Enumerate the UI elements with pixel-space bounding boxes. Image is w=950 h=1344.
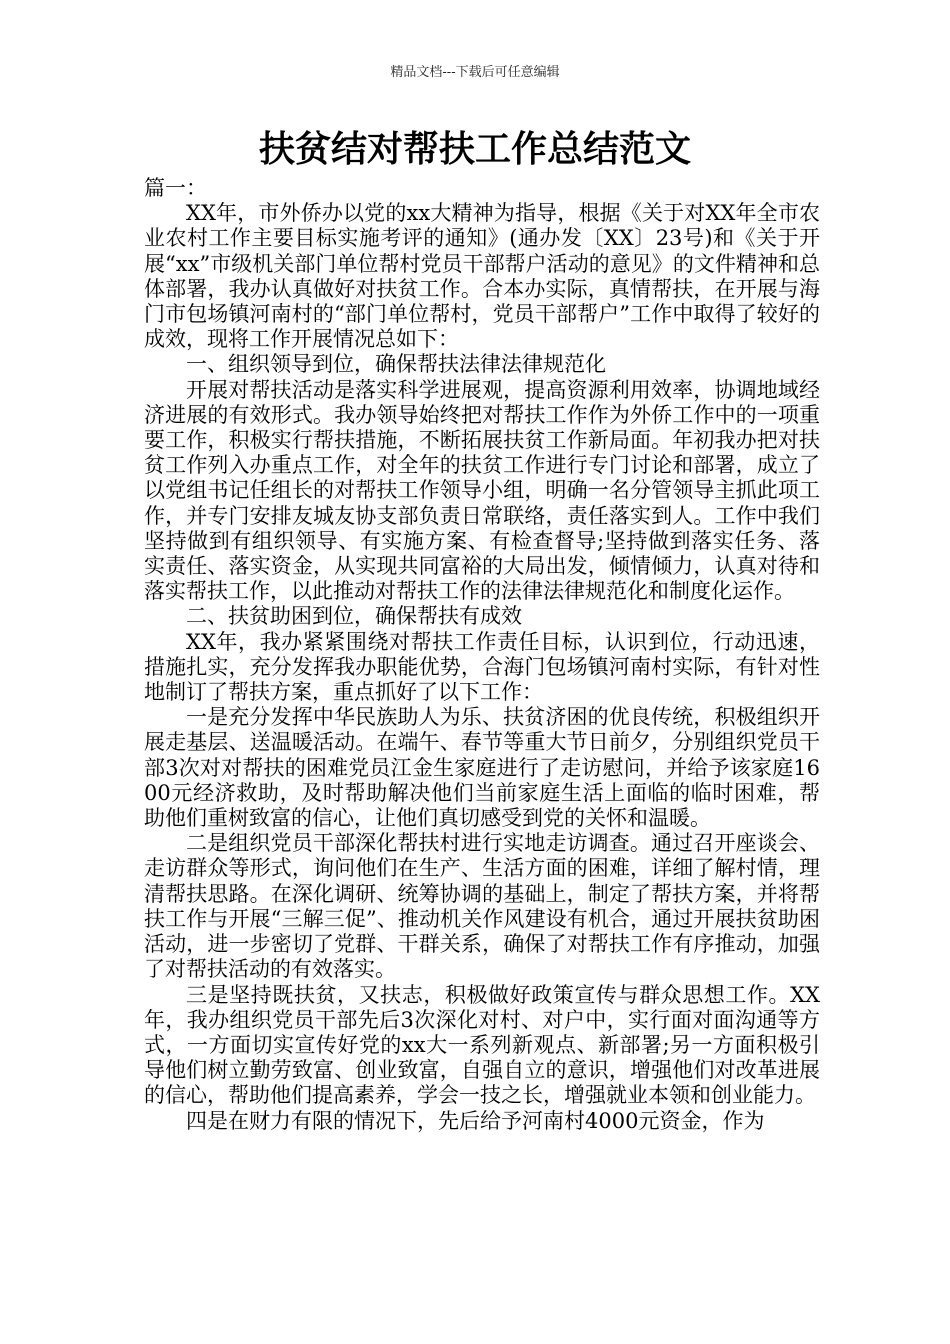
header-note: 精品文档---下载后可任意编辑 [390,65,560,80]
section-heading-2: 二、扶贫助困到位，确保帮扶有成效 [186,604,522,629]
paragraph: 一是充分发挥中华民族助人为乐、扶贫济困的优良传统，积极组织开展走基层、送温暖活动。在端午、春节等重大节日前夕，分别组织党员干部3次对对帮扶的困难党员江金生家庭进行了走访慰问，并给予该家庭1600元经济救助，及时帮助解决他们当前家庭生活上面临的临时困难，帮助他们重树致富的信心，让他们真切感受到党的关怀和温暖。 [144,705,820,831]
document-title: 扶贫结对帮扶工作总结范文 [258,129,691,170]
paragraph: 二是组织党员干部深化帮扶村进行实地走访调查。通过召开座谈会、走访群众等形式，询问他们在生产、生活方面的困难，详细了解村情，理清帮扶思路。在深化调研、统筹协调的基础上，制定了帮扶方案，并将帮扶工作与开展“三解三促”、推动机关作风建设有机合，通过开展扶贫助困活动，进一步密切了党群、干群关系，确保了对帮扶工作有序推动，加强了对帮扶活动的有效落实。 [144,831,820,982]
paragraph-intro: XX年，市外侨办以党的xx大精神为指导，根据《关于对XX年全市农业农村工作主要目标实施考评的通知》(通办发〔XX〕23号)和《关于开展“xx”市级机关部门单位帮村党员干部帮户活动的意见》的文件精神和总体部署，我办认真做好对扶贫工作。合本办实际，真情帮扶，在开展与海门市包场镇河南村的“部门单位帮村，党员干部帮户”工作中取得了较好的成效，现将工作开展情况总如下： [144,201,820,352]
paragraph: 三是坚持既扶贫，又扶志，积极做好政策宣传与群众思想工作。XX年，我办组织党员干部先后3次深化对村、对户中，实行面对面沟通等方式，一方面切实宣传好党的xx大一系列新观点、新部署;另一方面积极引导他们树立勤劳致富、创业致富，自强自立的意识，增强他们对改革进展的信心，帮助他们提高素养，学会一技之长，增强就业本领和创业能力。 [144,982,820,1108]
section-heading-1: 一、组织领导到位，确保帮扶法律法律规范化 [186,352,606,377]
document-body [144,176,820,1134]
paragraph: 开展对帮扶活动是落实科学进展观，提高资源利用效率，协调地域经济进展的有效形式。我办领导始终把对帮扶工作作为外侨工作中的一项重要工作，积极实行帮扶措施，不断拓展扶贫工作新局面。年初我办把对扶贫工作列入办重点工作，对全年的扶贫工作进行专门讨论和部署，成立了以党组书记任组长的对帮扶工作领导小组，明确一名分管领导主抓此项工作，并专门安排友城友协支部负责日常联络，责任落实到人。工作中我们坚持做到有组织领导、有实施方案、有检查督导;坚持做到落实任务、落实责任、落实资金，从实现共同富裕的大局出发，倾情倾力，认真对待和落实帮扶工作，以此推动对帮扶工作的法律法律规范化和制度化运作。 [144,377,820,604]
paragraph: XX年，我办紧紧围绕对帮扶工作责任目标，认识到位，行动迅速，措施扎实，充分发挥我办职能优势，合海门包场镇河南村实际，有针对性地制订了帮扶方案，重点抓好了以下工作： [144,629,820,705]
paragraph: 四是在财力有限的情况下，先后给予河南村4000元资金，作为 [186,1108,765,1133]
paragraph-section-label: 篇一： [144,176,207,200]
